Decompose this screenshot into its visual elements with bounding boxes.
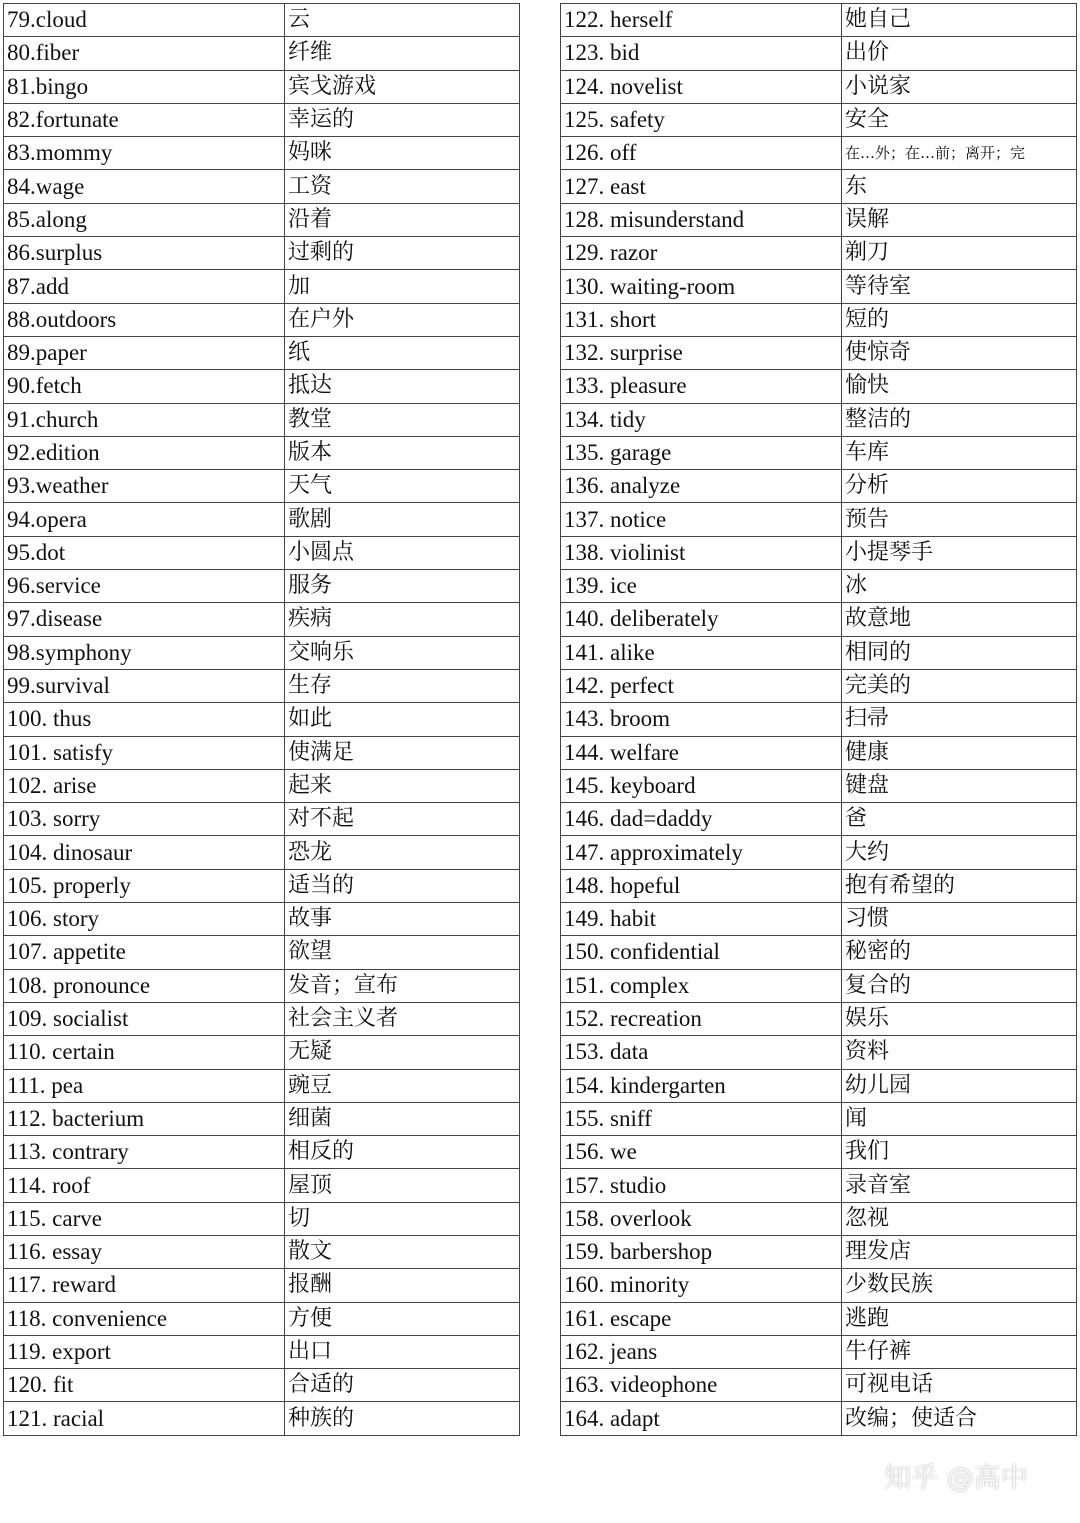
table-row — [561, 37, 1077, 70]
vocab-meaning: 服务 — [285, 570, 520, 603]
vocab-meaning: 加 — [285, 270, 520, 303]
table-row — [561, 1036, 1077, 1069]
vocab-meaning: 整洁的 — [842, 403, 1077, 436]
table-row — [561, 170, 1077, 203]
table-row — [4, 570, 520, 603]
table-row — [4, 1402, 520, 1435]
table-row — [4, 137, 520, 170]
table-row — [561, 4, 1077, 37]
vocab-meaning: 相同的 — [842, 636, 1077, 669]
vocab-word: 155. sniff — [561, 1102, 842, 1135]
table-row — [4, 403, 520, 436]
table-row — [561, 803, 1077, 836]
vocab-word: 161. escape — [561, 1302, 842, 1335]
table-row — [4, 103, 520, 136]
vocab-word: 149. habit — [561, 903, 842, 936]
vocab-word: 110. certain — [4, 1036, 285, 1069]
vocab-meaning: 小说家 — [842, 70, 1077, 103]
vocab-meaning: 种族的 — [285, 1402, 520, 1435]
table-row — [4, 603, 520, 636]
vocab-meaning: 使满足 — [285, 736, 520, 769]
vocab-word: 101. satisfy — [4, 736, 285, 769]
vocab-word: 117. reward — [4, 1269, 285, 1302]
vocab-word: 160. minority — [561, 1269, 842, 1302]
vocab-meaning: 抱有希望的 — [842, 869, 1077, 902]
vocab-meaning: 小圆点 — [285, 536, 520, 569]
vocab-meaning: 娱乐 — [842, 1002, 1077, 1035]
vocab-word: 158. overlook — [561, 1202, 842, 1235]
vocab-word: 144. welfare — [561, 736, 842, 769]
vocab-word: 147. approximately — [561, 836, 842, 869]
vocab-word: 146. dad=daddy — [561, 803, 842, 836]
vocab-meaning: 录音室 — [842, 1169, 1077, 1202]
vocab-meaning: 键盘 — [842, 769, 1077, 802]
vocab-meaning: 秘密的 — [842, 936, 1077, 969]
vocab-meaning: 改编；使适合 — [842, 1402, 1077, 1435]
table-row — [561, 1002, 1077, 1035]
vocab-meaning: 纸 — [285, 336, 520, 369]
vocab-meaning: 如此 — [285, 703, 520, 736]
table-row — [4, 170, 520, 203]
vocab-word: 86.surplus — [4, 237, 285, 270]
table-row — [4, 869, 520, 902]
table-row — [4, 237, 520, 270]
vocab-word: 148. hopeful — [561, 869, 842, 902]
vocab-meaning: 生存 — [285, 669, 520, 702]
table-row — [561, 103, 1077, 136]
table-row — [4, 1069, 520, 1102]
vocab-meaning: 幸运的 — [285, 103, 520, 136]
vocab-word: 111. pea — [4, 1069, 285, 1102]
vocab-word: 122. herself — [561, 4, 842, 37]
vocab-word: 109. socialist — [4, 1002, 285, 1035]
vocab-meaning: 切 — [285, 1202, 520, 1235]
table-row — [561, 137, 1077, 170]
table-row — [4, 436, 520, 469]
table-row — [4, 836, 520, 869]
table-row — [561, 536, 1077, 569]
table-row — [561, 403, 1077, 436]
vocab-meaning: 豌豆 — [285, 1069, 520, 1102]
table-row — [4, 336, 520, 369]
table-row — [4, 70, 520, 103]
table-row — [561, 669, 1077, 702]
table-row — [561, 303, 1077, 336]
vocab-meaning: 理发店 — [842, 1235, 1077, 1268]
vocab-word: 79.cloud — [4, 4, 285, 37]
vocab-meaning: 等待室 — [842, 270, 1077, 303]
vocab-word: 141. alike — [561, 636, 842, 669]
vocab-word: 164. adapt — [561, 1402, 842, 1435]
table-row — [4, 736, 520, 769]
vocab-meaning: 过剩的 — [285, 237, 520, 270]
vocab-meaning: 欲望 — [285, 936, 520, 969]
vocab-word: 126. off — [561, 137, 842, 170]
table-row — [4, 1002, 520, 1035]
vocab-meaning: 预告 — [842, 503, 1077, 536]
vocab-meaning: 合适的 — [285, 1369, 520, 1402]
vocab-word: 93.weather — [4, 470, 285, 503]
vocab-word: 145. keyboard — [561, 769, 842, 802]
vocab-word: 143. broom — [561, 703, 842, 736]
table-row — [4, 969, 520, 1002]
table-row — [4, 803, 520, 836]
table-row — [4, 303, 520, 336]
vocab-meaning: 散文 — [285, 1235, 520, 1268]
vocab-word: 162. jeans — [561, 1335, 842, 1368]
vocab-word: 94.opera — [4, 503, 285, 536]
vocab-meaning: 在户外 — [285, 303, 520, 336]
vocab-word: 130. waiting-room — [561, 270, 842, 303]
table-row — [561, 703, 1077, 736]
vocab-word: 153. data — [561, 1036, 842, 1069]
vocab-meaning: 屋顶 — [285, 1169, 520, 1202]
table-row — [4, 370, 520, 403]
vocab-meaning: 出口 — [285, 1335, 520, 1368]
vocab-word: 127. east — [561, 170, 842, 203]
table-row — [4, 769, 520, 802]
vocab-word: 135. garage — [561, 436, 842, 469]
vocab-word: 87.add — [4, 270, 285, 303]
vocab-word: 116. essay — [4, 1235, 285, 1268]
table-row — [4, 4, 520, 37]
table-row — [561, 270, 1077, 303]
table-row — [561, 570, 1077, 603]
table-row — [561, 603, 1077, 636]
vocab-word: 89.paper — [4, 336, 285, 369]
table-row — [4, 203, 520, 236]
table-row — [561, 1102, 1077, 1135]
vocab-word: 107. appetite — [4, 936, 285, 969]
vocab-word: 133. pleasure — [561, 370, 842, 403]
vocab-word: 159. barbershop — [561, 1235, 842, 1268]
table-row — [561, 1402, 1077, 1435]
table-row — [4, 1202, 520, 1235]
table-row — [561, 1136, 1077, 1169]
table-row — [561, 503, 1077, 536]
vocab-word: 125. safety — [561, 103, 842, 136]
vocab-word: 83.mommy — [4, 137, 285, 170]
vocab-meaning: 小提琴手 — [842, 536, 1077, 569]
table-row — [4, 636, 520, 669]
vocab-word: 81.bingo — [4, 70, 285, 103]
vocab-meaning: 相反的 — [285, 1136, 520, 1169]
vocab-meaning: 对不起 — [285, 803, 520, 836]
vocab-meaning: 扫帚 — [842, 703, 1077, 736]
vocab-meaning: 安全 — [842, 103, 1077, 136]
vocab-meaning: 我们 — [842, 1136, 1077, 1169]
vocab-meaning: 社会主义者 — [285, 1002, 520, 1035]
vocab-meaning: 冰 — [842, 570, 1077, 603]
vocab-meaning: 方便 — [285, 1302, 520, 1335]
vocab-word: 154. kindergarten — [561, 1069, 842, 1102]
vocab-word: 150. confidential — [561, 936, 842, 969]
vocab-meaning: 逃跑 — [842, 1302, 1077, 1335]
vocab-meaning: 适当的 — [285, 869, 520, 902]
vocab-meaning: 使惊奇 — [842, 336, 1077, 369]
vocab-meaning: 恐龙 — [285, 836, 520, 869]
table-row — [4, 703, 520, 736]
vocab-meaning: 故意地 — [842, 603, 1077, 636]
vocab-word: 152. recreation — [561, 1002, 842, 1035]
vocab-meaning: 在…外；在…前；离开；完 — [842, 137, 1077, 170]
table-row — [561, 1235, 1077, 1268]
table-row — [561, 1169, 1077, 1202]
vocab-word: 121. racial — [4, 1402, 285, 1435]
vocab-word: 124. novelist — [561, 70, 842, 103]
table-row — [561, 1369, 1077, 1402]
vocab-meaning: 抵达 — [285, 370, 520, 403]
table-row — [561, 436, 1077, 469]
vocab-word: 105. properly — [4, 869, 285, 902]
vocab-word: 95.dot — [4, 536, 285, 569]
vocab-meaning: 分析 — [842, 470, 1077, 503]
vocab-word: 134. tidy — [561, 403, 842, 436]
vocab-word: 157. studio — [561, 1169, 842, 1202]
vocab-meaning: 天气 — [285, 470, 520, 503]
vocab-table-left-body — [4, 4, 520, 1436]
table-row — [561, 969, 1077, 1002]
table-row — [561, 869, 1077, 902]
table-row — [4, 1335, 520, 1368]
vocab-meaning: 幼儿园 — [842, 1069, 1077, 1102]
vocab-meaning: 误解 — [842, 203, 1077, 236]
vocab-meaning: 可视电话 — [842, 1369, 1077, 1402]
vocab-meaning: 起来 — [285, 769, 520, 802]
vocab-word: 139. ice — [561, 570, 842, 603]
vocab-meaning: 车库 — [842, 436, 1077, 469]
vocab-word: 82.fortunate — [4, 103, 285, 136]
vocab-word: 96.service — [4, 570, 285, 603]
vocab-meaning: 完美的 — [842, 669, 1077, 702]
vocab-meaning: 她自己 — [842, 4, 1077, 37]
vocab-meaning: 妈咪 — [285, 137, 520, 170]
vocab-meaning: 少数民族 — [842, 1269, 1077, 1302]
vocab-word: 112. bacterium — [4, 1102, 285, 1135]
table-row — [4, 1169, 520, 1202]
table-row — [4, 470, 520, 503]
table-row — [4, 1369, 520, 1402]
table-row — [4, 1036, 520, 1069]
vocab-word: 129. razor — [561, 237, 842, 270]
vocab-word: 92.edition — [4, 436, 285, 469]
vocab-word: 84.wage — [4, 170, 285, 203]
table-row — [561, 1335, 1077, 1368]
vocab-meaning: 大约 — [842, 836, 1077, 869]
vocab-word: 97.disease — [4, 603, 285, 636]
table-row — [4, 1269, 520, 1302]
vocab-word: 123. bid — [561, 37, 842, 70]
table-row — [561, 836, 1077, 869]
vocab-word: 131. short — [561, 303, 842, 336]
vocab-word: 142. perfect — [561, 669, 842, 702]
vocab-word: 163. videophone — [561, 1369, 842, 1402]
watermark: 知乎 @高中 — [884, 1463, 1028, 1494]
table-row — [561, 1269, 1077, 1302]
vocab-meaning: 闻 — [842, 1102, 1077, 1135]
vocab-meaning: 交响乐 — [285, 636, 520, 669]
table-row — [4, 936, 520, 969]
vocab-meaning: 故事 — [285, 903, 520, 936]
vocab-meaning: 剃刀 — [842, 237, 1077, 270]
vocab-word: 91.church — [4, 403, 285, 436]
table-row — [561, 370, 1077, 403]
vocab-meaning: 健康 — [842, 736, 1077, 769]
vocab-meaning: 资料 — [842, 1036, 1077, 1069]
vocab-word: 120. fit — [4, 1369, 285, 1402]
vocab-word: 100. thus — [4, 703, 285, 736]
table-row — [561, 1069, 1077, 1102]
table-row — [4, 669, 520, 702]
vocab-word: 156. we — [561, 1136, 842, 1169]
table-row — [4, 903, 520, 936]
vocab-word: 80.fiber — [4, 37, 285, 70]
vocab-meaning: 细菌 — [285, 1102, 520, 1135]
vocab-word: 98.symphony — [4, 636, 285, 669]
vocab-meaning: 工资 — [285, 170, 520, 203]
vocab-word: 118. convenience — [4, 1302, 285, 1335]
table-row — [4, 1136, 520, 1169]
vocab-meaning: 云 — [285, 4, 520, 37]
vocab-word: 140. deliberately — [561, 603, 842, 636]
vocab-word: 102. arise — [4, 769, 285, 802]
vocab-word: 90.fetch — [4, 370, 285, 403]
vocab-meaning: 愉快 — [842, 370, 1077, 403]
vocab-word: 137. notice — [561, 503, 842, 536]
vocab-meaning: 爸 — [842, 803, 1077, 836]
vocab-word: 138. violinist — [561, 536, 842, 569]
vocab-meaning: 复合的 — [842, 969, 1077, 1002]
table-row — [561, 903, 1077, 936]
vocab-word: 88.outdoors — [4, 303, 285, 336]
vocab-meaning: 歌剧 — [285, 503, 520, 536]
table-row — [561, 1302, 1077, 1335]
vocab-table-left — [3, 3, 520, 1436]
vocab-meaning: 沿着 — [285, 203, 520, 236]
table-row — [561, 70, 1077, 103]
table-row — [561, 936, 1077, 969]
table-row — [561, 336, 1077, 369]
vocab-word: 99.survival — [4, 669, 285, 702]
vocab-word: 106. story — [4, 903, 285, 936]
vocab-word: 128. misunderstand — [561, 203, 842, 236]
table-row — [4, 503, 520, 536]
table-row — [561, 636, 1077, 669]
table-row — [4, 270, 520, 303]
vocab-word: 108. pronounce — [4, 969, 285, 1002]
table-row — [4, 1302, 520, 1335]
vocab-table-right — [560, 3, 1077, 1436]
table-row — [561, 736, 1077, 769]
table-row — [561, 237, 1077, 270]
vocab-word: 151. complex — [561, 969, 842, 1002]
vocab-meaning: 出价 — [842, 37, 1077, 70]
table-row — [4, 536, 520, 569]
vocab-meaning: 版本 — [285, 436, 520, 469]
vocab-word: 132. surprise — [561, 336, 842, 369]
table-row — [4, 37, 520, 70]
vocab-word: 103. sorry — [4, 803, 285, 836]
vocab-meaning: 习惯 — [842, 903, 1077, 936]
vocab-meaning: 忽视 — [842, 1202, 1077, 1235]
table-row — [561, 769, 1077, 802]
table-row — [4, 1102, 520, 1135]
vocab-meaning: 牛仔裤 — [842, 1335, 1077, 1368]
table-row — [561, 203, 1077, 236]
vocab-table-right-body — [561, 4, 1077, 1436]
vocab-word: 115. carve — [4, 1202, 285, 1235]
vocab-meaning: 无疑 — [285, 1036, 520, 1069]
vocab-meaning: 报酬 — [285, 1269, 520, 1302]
vocab-meaning: 疾病 — [285, 603, 520, 636]
vocab-word: 104. dinosaur — [4, 836, 285, 869]
table-row — [4, 1235, 520, 1268]
vocab-meaning: 教堂 — [285, 403, 520, 436]
vocab-word: 136. analyze — [561, 470, 842, 503]
vocab-meaning: 纤维 — [285, 37, 520, 70]
table-row — [561, 470, 1077, 503]
table-row — [561, 1202, 1077, 1235]
vocab-word: 113. contrary — [4, 1136, 285, 1169]
vocab-word: 119. export — [4, 1335, 285, 1368]
vocab-meaning: 宾戈游戏 — [285, 70, 520, 103]
vocab-word: 114. roof — [4, 1169, 285, 1202]
vocab-meaning: 东 — [842, 170, 1077, 203]
vocab-meaning: 发音；宣布 — [285, 969, 520, 1002]
vocab-meaning: 短的 — [842, 303, 1077, 336]
vocab-word: 85.along — [4, 203, 285, 236]
